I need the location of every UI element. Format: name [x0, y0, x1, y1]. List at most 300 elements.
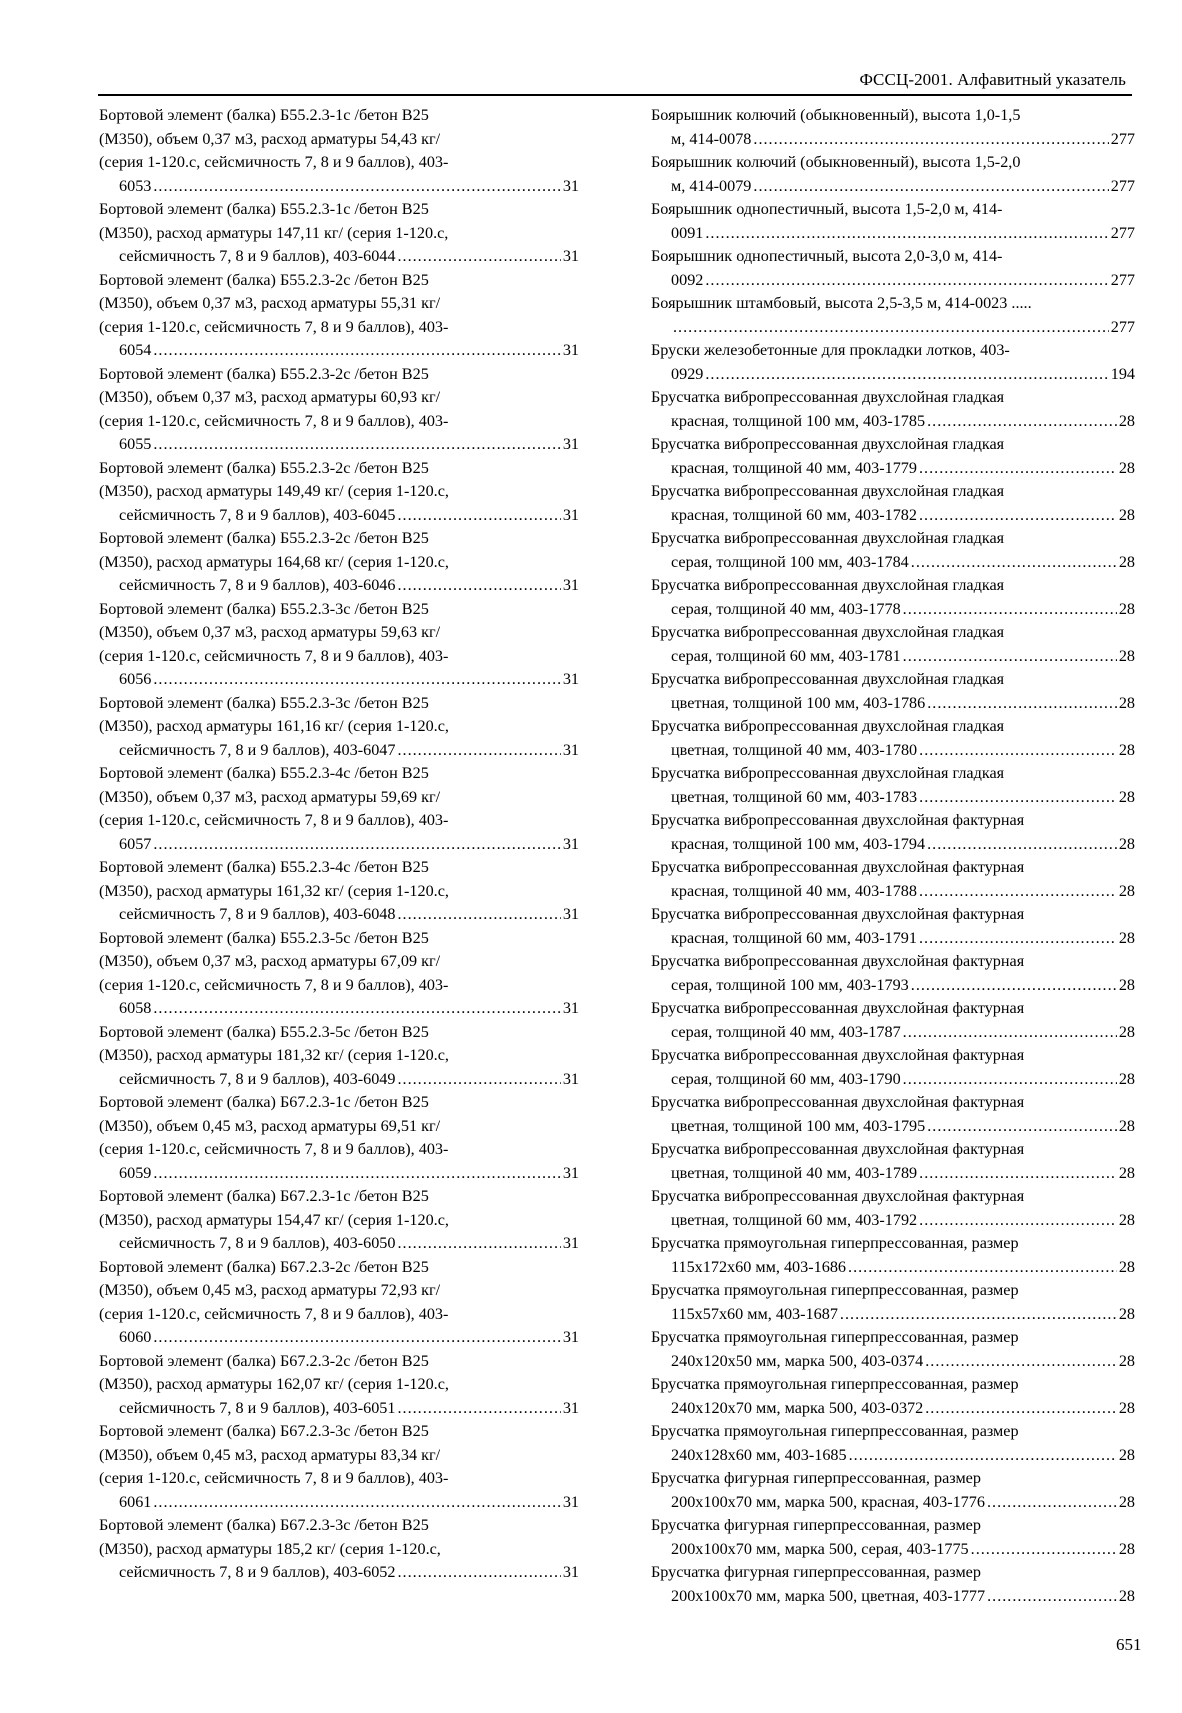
- index-entry: [651, 1232, 1135, 1279]
- entry-leader-line: [119, 1232, 579, 1256]
- entry-line: Бортовой элемент (балка) Б67.2.3-2с /бетон В25: [99, 1257, 429, 1276]
- entry-leader-line: [119, 739, 579, 763]
- entry-page-ref: 31: [562, 576, 579, 594]
- entry-last-text: 6058: [119, 999, 152, 1017]
- entry-page-ref: 28: [1118, 693, 1135, 712]
- entry-last-text: красная, толщиной 100 мм, 403-1794: [671, 834, 926, 853]
- entry-line: Боярышник штамбовый, высота 2,5-3,5 м, 414-0023 .....: [651, 294, 1032, 312]
- index-entry: [99, 692, 579, 763]
- entry-leader-line: [119, 1491, 579, 1515]
- dot-leader: [919, 1209, 1117, 1233]
- index-entry: [651, 1185, 1135, 1232]
- entry-line: Бортовой элемент (балка) Б55.2.3-4с /бетон В25: [99, 764, 429, 782]
- entry-line: (М350), объем 0,37 м3, расход арматуры 59,63 кг/: [99, 623, 441, 641]
- entry-leader-line: [671, 175, 1135, 199]
- index-entry: [99, 1256, 579, 1350]
- entry-line: (М350), объем 0,45 м3, расход арматуры 72,93 кг/: [99, 1281, 441, 1299]
- entry-line: (серия 1-120.с, сейсмичность 7, 8 и 9 баллов), 403-: [99, 153, 449, 171]
- index-entry: [651, 339, 1135, 386]
- entry-last-text: цветная, толщиной 100 мм, 403-1786: [671, 693, 926, 712]
- entry-leader-line: [671, 457, 1135, 481]
- entry-page-ref: 31: [562, 670, 579, 688]
- entry-line: Брусчатка прямоугольная гиперпрессованная, размер: [651, 1234, 1019, 1252]
- entry-last-text: сейсмичность 7, 8 и 9 баллов), 403-6050: [119, 1234, 396, 1252]
- entry-line: Бортовой элемент (балка) Б55.2.3-2с /бетон В25: [99, 270, 429, 289]
- entry-line: Бортовой элемент (балка) Б67.2.3-1с /бетон В25: [99, 1093, 429, 1111]
- dot-leader: [153, 668, 560, 692]
- entry-page-ref: 28: [1118, 1445, 1135, 1464]
- entry-leader-line: [119, 433, 579, 457]
- entry-line: Бортовой элемент (балка) Б67.2.3-3с /бетон В25: [99, 1516, 429, 1534]
- index-entry: [99, 1420, 579, 1514]
- entry-line: Бортовой элемент (балка) Б67.2.3-3с /бетон В25: [99, 1422, 429, 1440]
- entry-page-ref: 31: [562, 834, 579, 853]
- entry-page-ref: 31: [562, 1492, 579, 1511]
- index-entry: [651, 1467, 1135, 1514]
- index-entry: [651, 1373, 1135, 1420]
- entry-line: (М350), объем 0,37 м3, расход арматуры 54,43 кг/: [99, 129, 441, 148]
- entry-leader-line: [119, 175, 579, 199]
- entry-last-text: 200x100x70 мм, марка 500, красная, 403-1776: [671, 1492, 985, 1511]
- dot-leader: [397, 739, 560, 763]
- dot-leader: [397, 1068, 560, 1092]
- entry-page-ref: 28: [1118, 740, 1135, 759]
- dot-leader: [153, 997, 560, 1021]
- entry-line: Брусчатка вибропрессованная двухслойная гладкая: [651, 576, 1005, 594]
- dot-leader: [153, 175, 560, 199]
- entry-leader-line: [671, 363, 1135, 387]
- entry-page-ref: 31: [562, 1163, 579, 1182]
- dot-leader: [919, 504, 1117, 528]
- dot-leader: [153, 1491, 560, 1515]
- entry-leader-line: [119, 668, 579, 692]
- entry-leader-line: [671, 1162, 1135, 1186]
- dot-leader: [849, 1444, 1117, 1468]
- index-entry: [651, 386, 1135, 433]
- entry-line: Брусчатка вибропрессованная двухслойная фактурная: [651, 1140, 1025, 1158]
- index-entry: [651, 856, 1135, 903]
- entry-leader-line: [671, 833, 1135, 857]
- dot-leader: [705, 269, 1108, 293]
- entry-leader-line: [671, 974, 1135, 998]
- dot-leader: [919, 927, 1117, 951]
- entry-last-text: 6060: [119, 1328, 152, 1346]
- entry-leader-line: [671, 1397, 1135, 1421]
- dot-leader: [911, 551, 1117, 575]
- entry-line: Боярышник однопестичный, высота 1,5-2,0 м, 414-: [651, 200, 1003, 218]
- entry-last-text: серая, толщиной 60 мм, 403-1781: [671, 646, 901, 665]
- index-entry: [651, 621, 1135, 668]
- entry-leader-line: [119, 903, 579, 927]
- index-entry: [651, 433, 1135, 480]
- entry-leader-line: [671, 927, 1135, 951]
- entry-line: (серия 1-120.с, сейсмичность 7, 8 и 9 баллов), 403-: [99, 1469, 449, 1487]
- entry-last-text: 240x128x60 мм, 403-1685: [671, 1445, 847, 1464]
- entry-line: Брусчатка вибропрессованная двухслойная гладкая: [651, 717, 1005, 735]
- entry-page-ref: 28: [1118, 505, 1135, 524]
- entry-last-text: 6061: [119, 1492, 152, 1511]
- dot-leader: [705, 222, 1108, 246]
- index-entry: [651, 574, 1135, 621]
- entry-last-text: 6056: [119, 670, 152, 688]
- entry-line: (М350), расход арматуры 162,07 кг/ (серия 1-120.с,: [99, 1375, 449, 1393]
- entry-line: (серия 1-120.с, сейсмичность 7, 8 и 9 баллов), 403-: [99, 646, 449, 665]
- entry-last-text: 240x120x70 мм, марка 500, 403-0372: [671, 1398, 924, 1417]
- entry-line: Бортовой элемент (балка) Б55.2.3-5с /бетон В25: [99, 928, 429, 947]
- dot-leader: [911, 974, 1117, 998]
- entry-line: (серия 1-120.с, сейсмичность 7, 8 и 9 баллов), 403-: [99, 975, 449, 994]
- entry-leader-line: [671, 786, 1135, 810]
- header-title: ФССЦ-2001. Алфавитный указатель: [859, 70, 1126, 89]
- dot-leader: [919, 457, 1117, 481]
- entry-leader-line: [671, 551, 1135, 575]
- index-entry: [651, 1279, 1135, 1326]
- entry-line: Бортовой элемент (балка) Б67.2.3-2с /бетон В25: [99, 1351, 429, 1370]
- entry-line: Брусчатка прямоугольная гиперпрессованная, размер: [651, 1328, 1019, 1346]
- entry-leader-line: [671, 692, 1135, 716]
- dot-leader: [925, 1350, 1117, 1374]
- entry-last-text: м, 414-0078: [671, 129, 752, 148]
- entry-page-ref: 31: [562, 1398, 579, 1417]
- entry-last-text: красная, толщиной 60 мм, 403-1791: [671, 928, 917, 947]
- entry-page-ref: 31: [562, 176, 579, 195]
- entry-line: Брусчатка вибропрессованная двухслойная фактурная: [651, 811, 1025, 829]
- index-column-right: [651, 104, 1135, 1608]
- entry-last-text: серая, толщиной 100 мм, 403-1793: [671, 975, 909, 994]
- entry-page-ref: 31: [562, 247, 579, 265]
- entry-leader-line: [119, 574, 579, 598]
- entry-last-text: красная, толщиной 60 мм, 403-1782: [671, 505, 917, 524]
- index-entry: [651, 950, 1135, 997]
- entry-last-text: 0091: [671, 223, 704, 242]
- index-entry: [651, 1514, 1135, 1561]
- entry-page-ref: 28: [1118, 1398, 1135, 1417]
- entry-line: (М350), расход арматуры 164,68 кг/ (серия 1-120.с,: [99, 552, 449, 571]
- entry-line: (М350), расход арматуры 154,47 кг/ (серия 1-120.с,: [99, 1210, 449, 1229]
- page-number: 651: [1116, 1635, 1142, 1654]
- entry-last-text: серая, толщиной 60 мм, 403-1790: [671, 1069, 901, 1088]
- dot-leader: [153, 833, 560, 857]
- entry-page-ref: 31: [562, 341, 579, 359]
- entry-leader-line: [119, 1068, 579, 1092]
- entry-last-text: 6055: [119, 435, 152, 453]
- entry-page-ref: 31: [562, 905, 579, 923]
- entry-line: (М350), расход арматуры 185,2 кг/ (серия 1-120.с,: [99, 1539, 441, 1558]
- entry-last-text: цветная, толщиной 40 мм, 403-1780: [671, 740, 918, 759]
- entry-leader-line: [119, 504, 579, 528]
- entry-last-text: серая, толщиной 40 мм, 403-1787: [671, 1022, 901, 1041]
- entry-page-ref: 31: [562, 435, 579, 453]
- entry-line: Брусчатка вибропрессованная двухслойная фактурная: [651, 1187, 1025, 1205]
- dot-leader: [753, 128, 1108, 152]
- entry-last-text: 6059: [119, 1163, 152, 1182]
- entry-last-text: сейсмичность 7, 8 и 9 баллов), 403-6044: [119, 247, 396, 265]
- index-entry: [651, 1326, 1135, 1373]
- entry-leader-line: [119, 1397, 579, 1421]
- index-entry: [99, 598, 579, 692]
- dot-leader: [397, 504, 560, 528]
- entry-page-ref: 28: [1118, 1022, 1135, 1041]
- entry-line: Брусчатка фигурная гиперпрессованная, размер: [651, 1469, 981, 1487]
- index-entry: [651, 292, 1135, 339]
- entry-line: (М350), расход арматуры 147,11 кг/ (серия 1-120.с,: [99, 223, 449, 242]
- entry-page-ref: 28: [1118, 646, 1135, 665]
- entry-last-text: сейсмичность 7, 8 и 9 баллов), 403-6049: [119, 1069, 396, 1088]
- entry-line: Брусчатка вибропрессованная двухслойная фактурная: [651, 858, 1025, 876]
- entry-line: Брусчатка вибропрессованная двухслойная гладкая: [651, 435, 1005, 453]
- index-entry: [651, 198, 1135, 245]
- entry-last-text: сейсмичность 7, 8 и 9 баллов), 403-6048: [119, 905, 396, 923]
- entry-last-text: серая, толщиной 100 мм, 403-1784: [671, 552, 909, 571]
- entry-line: Брусчатка вибропрессованная двухслойная фактурная: [651, 1093, 1025, 1111]
- entry-last-text: 200x100x70 мм, марка 500, серая, 403-1775: [671, 1539, 969, 1558]
- index-entry: [651, 480, 1135, 527]
- index-entry: [99, 1514, 579, 1585]
- entry-line: Брусчатка вибропрессованная двухслойная гладкая: [651, 764, 1005, 782]
- entry-page-ref: 277: [1110, 270, 1135, 289]
- index-entry: [99, 527, 579, 598]
- entry-page-ref: 28: [1118, 1257, 1135, 1276]
- entry-page-ref: 31: [562, 740, 579, 759]
- entry-leader-line: [119, 833, 579, 857]
- index-entry: [99, 363, 579, 457]
- dot-leader: [919, 739, 1117, 763]
- entry-leader-line: [671, 1444, 1135, 1468]
- entry-page-ref: 28: [1118, 1163, 1135, 1182]
- entry-page-ref: 31: [562, 1563, 579, 1581]
- entry-line: Брусчатка вибропрессованная двухслойная фактурная: [651, 999, 1025, 1017]
- entry-leader-line: [671, 504, 1135, 528]
- entry-leader-line: [671, 1068, 1135, 1092]
- dot-leader: [903, 1021, 1117, 1045]
- entry-page-ref: 28: [1118, 1586, 1135, 1605]
- dot-leader: [753, 175, 1108, 199]
- dot-leader: [705, 363, 1108, 387]
- dot-leader: [153, 1162, 560, 1186]
- entry-line: (серия 1-120.с, сейсмичность 7, 8 и 9 баллов), 403-: [99, 317, 449, 336]
- entry-page-ref: 31: [562, 505, 579, 524]
- entry-last-text: красная, толщиной 40 мм, 403-1788: [671, 881, 917, 900]
- entry-page-ref: 28: [1118, 1116, 1135, 1135]
- entry-leader-line: [671, 1115, 1135, 1139]
- dot-leader: [925, 1397, 1117, 1421]
- entry-line: (серия 1-120.с, сейсмичность 7, 8 и 9 баллов), 403-: [99, 1304, 449, 1323]
- entry-line: Боярышник колючий (обыкновенный), высота 1,5-2,0: [651, 153, 1021, 171]
- entry-leader-line: [671, 645, 1135, 669]
- entry-last-text: цветная, толщиной 100 мм, 403-1795: [671, 1116, 926, 1135]
- entry-leader-line: [671, 269, 1135, 293]
- page-header: [98, 68, 1132, 96]
- entry-page-ref: 28: [1118, 975, 1135, 994]
- entry-page-ref: 28: [1118, 1210, 1135, 1229]
- entry-line: Брусчатка вибропрессованная двухслойная гладкая: [651, 482, 1005, 500]
- dot-leader: [153, 433, 560, 457]
- entry-line: Брусчатка вибропрессованная двухслойная фактурная: [651, 1046, 1025, 1064]
- entry-leader-line: [119, 245, 579, 269]
- entry-last-text: цветная, толщиной 60 мм, 403-1783: [671, 787, 918, 806]
- entry-line: Бортовой элемент (балка) Б55.2.3-3с /бетон В25: [99, 599, 429, 618]
- entry-line: Брусчатка прямоугольная гиперпрессованная, размер: [651, 1422, 1019, 1440]
- entry-line: Брусчатка вибропрессованная двухслойная фактурная: [651, 952, 1025, 970]
- index-entry: [651, 1561, 1135, 1608]
- entry-line: Брусчатка вибропрессованная двухслойная гладкая: [651, 388, 1005, 406]
- index-entry: [651, 245, 1135, 292]
- dot-leader: [971, 1538, 1117, 1562]
- entry-leader-line: [671, 1585, 1135, 1609]
- entry-leader-line: [671, 1303, 1135, 1327]
- entry-leader-line: [671, 739, 1135, 763]
- entry-leader-line: [671, 410, 1135, 434]
- entry-page-ref: 28: [1118, 552, 1135, 571]
- entry-line: (М350), объем 0,45 м3, расход арматуры 69,51 кг/: [99, 1116, 441, 1135]
- entry-last-text: 6054: [119, 341, 152, 359]
- dot-leader: [840, 1303, 1117, 1327]
- dot-leader: [987, 1491, 1117, 1515]
- entry-line: Брусчатка прямоугольная гиперпрессованная, размер: [651, 1281, 1019, 1299]
- entry-line: (серия 1-120.с, сейсмичность 7, 8 и 9 баллов), 403-: [99, 1140, 449, 1158]
- entry-line: Бортовой элемент (балка) Б55.2.3-4с /бетон В25: [99, 858, 429, 876]
- entry-last-text: 115x57x60 мм, 403-1687: [671, 1304, 838, 1323]
- index-entry: [651, 762, 1135, 809]
- entry-leader-line: [119, 339, 579, 363]
- entry-line: (М350), объем 0,37 м3, расход арматуры 59,69 кг/: [99, 787, 441, 806]
- entry-page-ref: 31: [562, 1069, 579, 1088]
- index-entry: [651, 1091, 1135, 1138]
- entry-leader-line: [671, 1538, 1135, 1562]
- entry-leader-line: [119, 1162, 579, 1186]
- entry-line: (серия 1-120.с, сейсмичность 7, 8 и 9 баллов), 403-: [99, 811, 449, 829]
- index-entry: [99, 1350, 579, 1421]
- entry-line: Брусчатка вибропрессованная двухслойная гладкая: [651, 623, 1005, 641]
- entry-line: (М350), расход арматуры 161,16 кг/ (серия 1-120.с,: [99, 717, 449, 735]
- entry-page-ref: 31: [562, 999, 579, 1017]
- entry-leader-line: [671, 598, 1135, 622]
- dot-leader: [927, 410, 1117, 434]
- dot-leader: [903, 645, 1117, 669]
- entry-last-text: 0929: [671, 364, 704, 383]
- entry-line: (М350), объем 0,45 м3, расход арматуры 83,34 кг/: [99, 1445, 441, 1464]
- index-entry: [651, 715, 1135, 762]
- dot-leader: [397, 1232, 560, 1256]
- index-entry: [99, 104, 579, 198]
- entry-page-ref: 28: [1118, 1351, 1135, 1370]
- index-entry: [651, 1138, 1135, 1185]
- entry-last-text: м, 414-0079: [671, 176, 752, 195]
- index-entry: [651, 151, 1135, 198]
- entry-line: Бортовой элемент (балка) Б55.2.3-2с /бетон В25: [99, 529, 429, 547]
- entry-leader-line: [119, 997, 579, 1021]
- entry-last-text: 115x172x60 мм, 403-1686: [671, 1257, 847, 1276]
- entry-line: (М350), расход арматуры 161,32 кг/ (серия 1-120.с,: [99, 881, 449, 900]
- entry-page-ref: 28: [1118, 834, 1135, 853]
- index-entry: [99, 269, 579, 363]
- entry-last-text: 240x120x50 мм, марка 500, 403-0374: [671, 1351, 924, 1370]
- entry-page-ref: 28: [1118, 787, 1135, 806]
- entry-line: Бортовой элемент (балка) Б55.2.3-2с /бетон В25: [99, 458, 429, 477]
- index-entry: [99, 1021, 579, 1092]
- entry-page-ref: 194: [1110, 364, 1135, 383]
- entry-line: Брусчатка прямоугольная гиперпрессованная, размер: [651, 1375, 1019, 1393]
- entry-last-text: 6057: [119, 834, 152, 853]
- entry-leader-line: [119, 1561, 579, 1585]
- dot-leader: [927, 833, 1117, 857]
- entry-page-ref: 28: [1118, 458, 1135, 477]
- entry-page-ref: 28: [1118, 1069, 1135, 1088]
- index-entry: [651, 903, 1135, 950]
- entry-page-ref: 28: [1118, 1492, 1135, 1511]
- index-entry: [99, 856, 579, 927]
- entry-leader-line: [671, 222, 1135, 246]
- entry-line: Брусчатка фигурная гиперпрессованная, размер: [651, 1563, 981, 1581]
- dot-leader: [927, 692, 1117, 716]
- entry-last-text: цветная, толщиной 40 мм, 403-1789: [671, 1163, 918, 1182]
- entry-page-ref: 31: [562, 1234, 579, 1252]
- index-entry: [651, 809, 1135, 856]
- entry-leader-line: [119, 1326, 579, 1350]
- entry-last-text: 0092: [671, 270, 704, 289]
- dot-leader: [848, 1256, 1117, 1280]
- entry-leader-line: [671, 316, 1135, 340]
- index-entry: [99, 762, 579, 856]
- dot-leader: [397, 245, 560, 269]
- entry-last-text: красная, толщиной 40 мм, 403-1779: [671, 458, 917, 477]
- index-entry: [651, 527, 1135, 574]
- dot-leader: [903, 1068, 1117, 1092]
- entry-line: Бортовой элемент (балка) Б55.2.3-1с /бетон В25: [99, 106, 429, 124]
- entry-line: Бортовой элемент (балка) Б67.2.3-1с /бетон В25: [99, 1187, 429, 1205]
- entry-last-text: сейсмичность 7, 8 и 9 баллов), 403-6046: [119, 576, 396, 594]
- index-entry: [651, 104, 1135, 151]
- entry-line: Брусчатка вибропрессованная двухслойная гладкая: [651, 670, 1005, 688]
- entry-page-ref: 277: [1110, 129, 1135, 148]
- entry-page-ref: 28: [1118, 599, 1135, 618]
- entry-last-text: сейсмичность 7, 8 и 9 баллов), 403-6045: [119, 505, 396, 524]
- entry-page-ref: 31: [562, 1328, 579, 1346]
- entry-last-text: серая, толщиной 40 мм, 403-1778: [671, 599, 901, 618]
- entry-line: Бортовой элемент (балка) Б55.2.3-2с /бетон В25: [99, 364, 429, 383]
- index-entry: [99, 457, 579, 528]
- dot-leader: [397, 903, 560, 927]
- index-entry: [651, 668, 1135, 715]
- entry-last-text: сейсмичность 7, 8 и 9 баллов), 403-6051: [119, 1398, 396, 1417]
- entry-leader-line: [671, 1209, 1135, 1233]
- index-column-left: [99, 104, 579, 1585]
- entry-page-ref: 28: [1118, 411, 1135, 430]
- dot-leader: [153, 1326, 560, 1350]
- dot-leader: [927, 1115, 1117, 1139]
- entry-last-text: сейсмичность 7, 8 и 9 баллов), 403-6047: [119, 740, 396, 759]
- entry-last-text: красная, толщиной 100 мм, 403-1785: [671, 411, 926, 430]
- entry-last-text: 6053: [119, 176, 152, 195]
- entry-page-ref: 277: [1110, 176, 1135, 195]
- entry-leader-line: [671, 1491, 1135, 1515]
- entry-line: Бруски железобетонные для прокладки лотков, 403-: [651, 341, 1010, 359]
- dot-leader: [919, 786, 1117, 810]
- entry-line: (серия 1-120.с, сейсмичность 7, 8 и 9 баллов), 403-: [99, 411, 449, 430]
- entry-line: Боярышник колючий (обыкновенный), высота 1,0-1,5: [651, 106, 1021, 124]
- index-entry: [651, 997, 1135, 1044]
- entry-line: (М350), расход арматуры 181,32 кг/ (серия 1-120.с,: [99, 1046, 449, 1064]
- entry-line: Бортовой элемент (балка) Б55.2.3-5с /бетон В25: [99, 1022, 429, 1041]
- index-entry: [651, 1044, 1135, 1091]
- dot-leader: [903, 598, 1117, 622]
- index-entry: [99, 927, 579, 1021]
- dot-leader: [987, 1585, 1117, 1609]
- entry-line: (М350), объем 0,37 м3, расход арматуры 55,31 кг/: [99, 294, 441, 312]
- dot-leader: [673, 316, 1109, 340]
- entry-page-ref: 28: [1118, 1304, 1135, 1323]
- entry-line: Бортовой элемент (балка) Б55.2.3-3с /бетон В25: [99, 693, 429, 712]
